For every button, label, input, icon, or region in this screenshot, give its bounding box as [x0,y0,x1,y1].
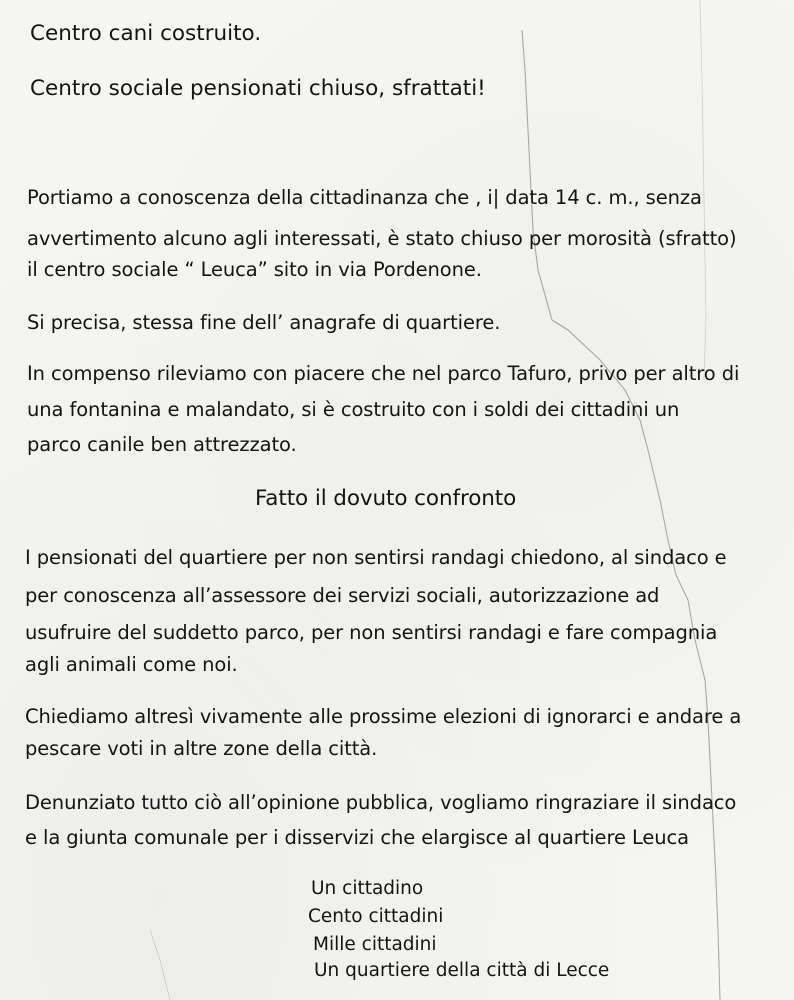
paragraph-4-line-1: I pensionati del quartiere per non sentirsi randagi chiedono, al sindaco e [25,546,727,569]
center-title: Fatto il dovuto confronto [255,486,517,511]
paragraph-6-line-2: e la giunta comunale per i disservizi che elargisce al quartiere Leuca [25,826,689,849]
paragraph-1-line-3: il centro sociale “ Leuca” sito in via Pordenone. [27,258,482,281]
signature-line-3: Mille cittadini [313,934,437,955]
paragraph-1-line-1: Portiamo a conoscenza della cittadinanza che , i| data 14 c. m., senza [27,186,702,209]
paragraph-5-line-2: pescare voti in altre zone della città. [25,737,378,760]
paragraph-2-line-1: Si precisa, stessa fine dell’ anagrafe di quartiere. [27,311,501,334]
paragraph-3-line-2: una fontanina e malandato, si è costruito con i soldi dei cittadini un [27,398,680,421]
paragraph-6-line-1: Denunziato tutto ciò all’opinione pubblica, vogliamo ringraziare il sindaco [25,791,737,814]
paragraph-3-line-1: In compenso rileviamo con piacere che nel parco Tafuro, privo per altro di [27,362,740,385]
heading-social-center-closed: Centro sociale pensionati chiuso, sfrattati! [30,76,486,101]
heading-dog-center: Centro cani costruito. [30,21,262,46]
paragraph-4-line-4: agli animali come noi. [25,653,238,676]
paragraph-4-line-3: usufruire del suddetto parco, per non sentirsi randagi e fare compagnia [25,621,718,644]
paragraph-3-line-3: parco canile ben attrezzato. [27,433,297,456]
paragraph-5-line-1: Chiediamo altresì vivamente alle prossime elezioni di ignorarci e andare a [25,705,742,728]
signature-line-1: Un cittadino [311,878,424,899]
signature-line-4: Un quartiere della città di Lecce [314,960,610,981]
paragraph-1-line-2: avvertimento alcuno agli interessati, è stato chiuso per morosità (sfratto) [27,227,737,250]
signature-line-2: Cento cittadini [308,906,444,927]
paragraph-4-line-2: per conoscenza all’assessore dei servizi sociali, autorizzazione ad [25,584,660,607]
